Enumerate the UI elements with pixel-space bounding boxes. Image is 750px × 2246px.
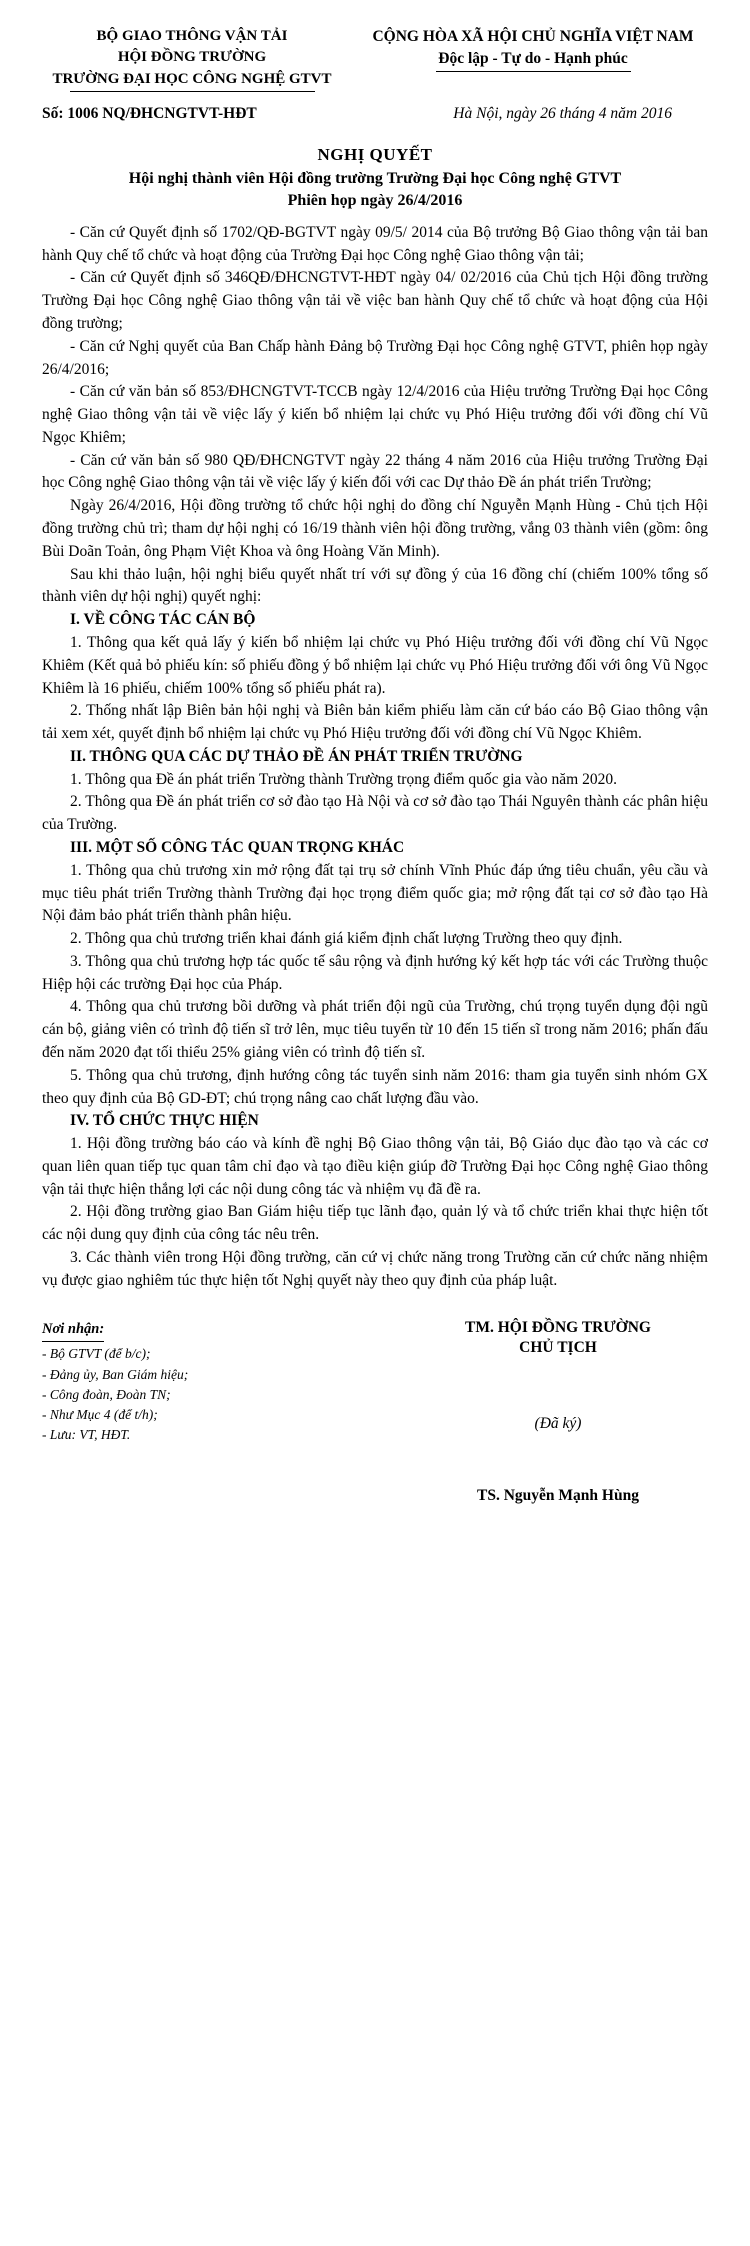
recipient-item: - Công đoàn, Đoàn TN;	[42, 1386, 171, 1402]
section-4-item-3: 3. Các thành viên trong Hội đồng trường, căn cứ vị chức năng trong Trường căn cứ chức năng nhiệm vụ được giao nghiêm túc thực hiện tốt Nghị quyết này theo quy định của pháp luật.	[42, 1249, 708, 1289]
basis-paragraph-1: - Căn cứ Quyết định số 1702/QĐ-BGTVT ngày 09/5/ 2014 của Bộ trưởng Bộ Giao thông vận tải ban hành Quy chế tổ chức và hoạt động của Trường Đại học Công nghệ Giao thông vận tải;	[42, 223, 708, 264]
section-3-item-2: 2. Thông qua chủ trương triển khai đánh giá kiểm định chất lượng Trường theo quy định.	[70, 930, 623, 948]
document-subheader	[42, 105, 708, 123]
section-3-item-1: 1. Thông qua chủ trương xin mở rộng đất tại trụ sở chính Vĩnh Phúc đáp ứng tiêu chuẩn, yêu cầu và mục tiêu phát triển Trường thành Trường đại học trọng điểm quốc gia; mở rộng đất tại cơ sở đào tạo Hà Nội đảm bảo phát triển thành phân hiệu.	[42, 861, 708, 925]
section-2-item-2: 2. Thông qua Đề án phát triển cơ sở đào tạo Hà Nội và cơ sở đào tạo Thái Nguyên thành các phân hiệu của Trường.	[42, 793, 708, 834]
header-left-underline	[70, 91, 315, 92]
recipient-item: - Đảng ủy, Ban Giám hiệu;	[42, 1366, 189, 1382]
recipients-title: Nơi nhận:	[42, 1319, 104, 1343]
recipient-item: - Như Mục 4 (để t/h);	[42, 1407, 158, 1423]
title-session: Phiên họp ngày 26/4/2016	[287, 191, 463, 209]
section-4-item-2: 2. Hội đồng trường giao Ban Giám hiệu tiếp tục lãnh đạo, quản lý và tổ chức triển khai thực hiện tốt các nội dung quy định của công tác nêu trên.	[42, 1203, 708, 1244]
country-name: CỘNG HÒA XÃ HỘI CHỦ NGHĨA VIỆT NAM	[372, 28, 694, 45]
basis-paragraph-5: - Căn cứ văn bản số 980 QĐ/ĐHCNGTVT ngày 22 tháng 4 năm 2016 của Hiệu trưởng Trường Đại học Công nghệ Giao thông vận tải về việc lấy ý kiến đối với cac Dự thảo Đề án phát triển Trường;	[42, 451, 708, 492]
signer-role-line1: TM. HỘI ĐỒNG TRƯỜNG	[464, 1318, 651, 1336]
issuing-authority-block	[42, 26, 342, 92]
section-4-item-1: 1. Hội đồng trường báo cáo và kính đề nghị Bộ Giao thông vận tải, Bộ Giáo dục đào tạo và các cơ quan liên quan tiếp tục quan tâm chỉ đạo và tạo điều kiện giúp đỡ Trường Đại học Công nghệ Giao thông vận tải thực hiện thắng lợi các nội dung công tác và nhiệm vụ đã đề ra.	[42, 1135, 708, 1198]
section-3-item-5: 5. Thông qua chủ trương, định hướng công tác tuyển sinh năm 2016: tham gia tuyển sinh nhóm GX theo quy định của Bộ GD-ĐT; chú trọng nâng cao chất lượng đầu vào.	[42, 1066, 708, 1107]
section-heading-4: IV. TỔ CHỨC THỰC HIỆN	[70, 1112, 259, 1130]
resolution-intro-paragraph: Sau khi thảo luận, hội nghị biểu quyết nhất trí với sự đồng ý của 16 đồng chí (chiếm 100% tổng số thành viên dự hội nghị) quyết nghị:	[42, 565, 708, 606]
basis-paragraph-4: - Căn cứ văn bản số 853/ĐHCNGTVT-TCCB ngày 12/4/2016 của Hiệu trưởng Trường Đại học Công nghệ Giao thông vận tải về việc lấy ý kiến bổ nhiệm lại chức vụ Phó Hiệu trưởng đối với đồng chí Vũ Ngọc Khiêm;	[42, 383, 708, 446]
title-subtitle: Hội nghị thành viên Hội đồng trường Trường Đại học Công nghệ GTVT	[128, 169, 622, 187]
signer-block	[408, 1319, 708, 1505]
document-body	[42, 222, 708, 1293]
section-heading-1: I. VỀ CÔNG TÁC CÁN BỘ	[70, 611, 256, 629]
signature-area	[42, 1319, 708, 1505]
section-2-item-1: 1. Thông qua Đề án phát triển Trường thành Trường trọng điểm quốc gia vào năm 2020.	[70, 770, 617, 788]
national-heading-block	[358, 26, 708, 72]
section-3-item-4: 4. Thông qua chủ trương bồi dưỡng và phát triển đội ngũ của Trường, chú trọng tuyển dụng đội ngũ cán bộ, giảng viên có trình độ tiến sĩ trở lên, mục tiêu tuyển từ 10 đến 15 tiến sĩ trong năm 2016; phấn đấu đến năm 2020 đạt tối thiểu 25% giảng viên có trình độ tiến sĩ.	[42, 998, 708, 1062]
signed-note: (Đã ký)	[534, 1414, 582, 1432]
recipients-block	[42, 1319, 372, 1446]
council-name: HỘI ĐỒNG TRƯỜNG	[117, 49, 267, 66]
basis-paragraph-3: - Căn cứ Nghị quyết của Ban Chấp hành Đảng bộ Trường Đại học Công nghệ GTVT, phiên họp ngày 26/4/2016;	[42, 337, 708, 378]
signer-name: TS. Nguyễn Mạnh Hùng	[477, 1486, 639, 1504]
ministry-name: BỘ GIAO THÔNG VẬN TẢI	[96, 28, 288, 44]
place-and-date: Hà Nội, ngày 26 tháng 4 năm 2016	[453, 104, 672, 122]
header-right-underline	[436, 71, 631, 72]
section-heading-3: III. MỘT SỐ CÔNG TÁC QUAN TRỌNG KHÁC	[70, 838, 405, 856]
recipient-item: - Lưu: VT, HĐT.	[42, 1427, 131, 1443]
signer-role-line2: CHỦ TỊCH	[519, 1338, 597, 1356]
page-title: NGHỊ QUYẾT	[317, 144, 433, 164]
section-3-item-3: 3. Thông qua chủ trương hợp tác quốc tế sâu rộng và định hướng ký kết hợp tác với các Trường thuộc Hiệp hội các trường Đại học của Pháp.	[42, 952, 708, 993]
section-heading-2: II. THÔNG QUA CÁC DỰ THẢO ĐỀ ÁN PHÁT TRIỂN TRƯỜNG	[70, 747, 523, 765]
title-block	[42, 145, 708, 210]
national-motto: Độc lập - Tự do - Hạnh phúc	[438, 50, 628, 67]
university-name: TRƯỜNG ĐẠI HỌC CÔNG NGHỆ GTVT	[52, 70, 332, 87]
document-header	[42, 26, 708, 92]
section-1-item-2: 2. Thống nhất lập Biên bản hội nghị và Biên bản kiểm phiếu làm căn cứ báo cáo Bộ Giao thông vận tải xem xét, quyết định bổ nhiệm lại chức vụ Phó Hiệu trưởng đối với đồng chí Vũ Ngọc Khiêm.	[42, 702, 708, 743]
meeting-attendance-paragraph: Ngày 26/4/2016, Hội đồng trường tổ chức hội nghị do đồng chí Nguyễn Mạnh Hùng - Chủ tịch Hội đồng trường chủ trì; tham dự hội nghị có 16/19 thành viên hội đồng trường, vắng 03 thành viên (gồm: ông Bùi Doãn Toản, ông Phạm Việt Khoa và ông Hoàng Văn Minh).	[42, 497, 708, 560]
section-1-item-1: 1. Thông qua kết quả lấy ý kiến bổ nhiệm lại chức vụ Phó Hiệu trưởng đối với đồng chí Vũ Ngọc Khiêm (Kết quả bỏ phiếu kín: số phiếu đồng ý bổ nhiệm lại chức vụ Phó Hiệu trưởng đối với ông Vũ Ngọc Khiêm là 16 phiếu, chiếm 100% tổng số phiếu phát ra).	[42, 633, 708, 697]
basis-paragraph-2: - Căn cứ Quyết định số 346QĐ/ĐHCNGTVT-HĐT ngày 04/ 02/2016 của Chủ tịch Hội đồng trường Trường Đại học Công nghệ Giao thông vận tải về việc ban hành Quy chế tổ chức và hoạt động của Hội đồng trường;	[42, 269, 708, 333]
recipient-item: - Bộ GTVT (để b/c);	[42, 1346, 151, 1362]
document-number: Số: 1006 NQ/ĐHCNGTVT-HĐT	[42, 104, 257, 122]
